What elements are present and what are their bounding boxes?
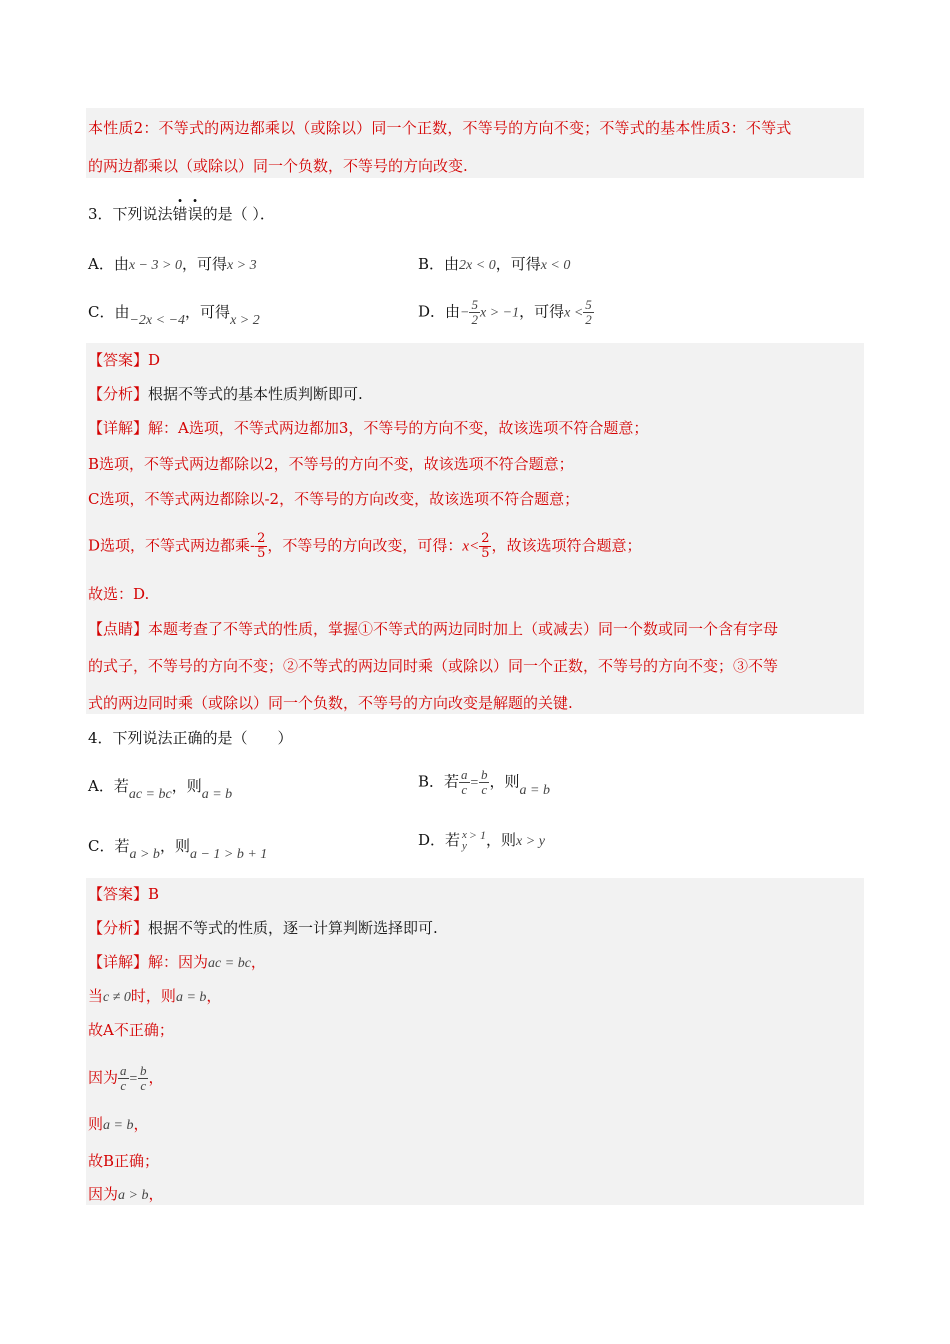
math-expr: x > 2 [230,313,260,328]
q3-comment-2: 的式子，不等号的方向不变；②不等式的两边同时乘（或除以）同一个正数，不等号的方向不变；③不等 [88,657,779,675]
q3-comment-1: 【点睛】本题考查了不等式的性质，掌握①不等式的两边同时加上（或减去）同一个数或同一个含有字母 [88,620,779,638]
fraction: $\frac{2}{5}$ [257,531,266,561]
property-text-line1: 本性质2：不等式的两边都乘以（或除以）同一个正数，不等号的方向不变；不等式的基本性质3：不等式 [88,119,792,137]
q3-detail-3: C选项，不等式两边都除以-2，不等号的方向改变，故该选项不符合题意； [88,490,580,508]
q4-detail-7: 因为a > b， [88,1185,164,1203]
q3-stem: 3．下列说法错误的是（ ）． [88,205,275,223]
math-expr: a = b [201,787,233,802]
q4-detail-3: 故A不正确； [88,1021,174,1039]
math-expr: −2x < −4 [129,313,186,328]
emphasis-char: 错 [172,205,188,223]
q3-answer: 【答案】D [88,351,161,369]
math-expr: x − 3 > 0 [128,258,182,273]
math-expr: a > b [129,847,160,862]
math-expr: x > −1 [479,305,520,321]
fraction: x y [462,829,467,852]
fraction: $\frac{b}{c}$ [480,767,488,797]
math-expr: x < [564,305,584,321]
q3-detail-4: D选项，不等式两边都乘- $\frac{2}{5}$ ，不等号的方向改变，可得：x< $\frac{2}{5}$ ，故该选项符合题意； [88,531,642,561]
fraction: $\frac{5}{2}$ [471,297,478,327]
q4-detail-2: 当c ≠ 0时，则a = b， [88,987,222,1005]
q3-option-c: C．由−2x < −4，可得x > 2 [88,303,260,328]
q4-detail-6: 故B正确； [88,1152,160,1170]
fraction: $\frac{2}{5}$ [481,531,490,561]
math-expr: a − 1 > b + 1 [189,847,268,862]
q3-option-d: D．由− $\frac{5}{2}$ x > −1，可得x < $\frac{5}{2}$ [418,297,592,327]
q3-analysis: 【分析】根据不等式的基本性质判断即可. [88,385,363,403]
math-expr: ac = bc [128,787,172,802]
q3-comment-3: 式的两边同时乘（或除以）同一个负数，不等号的方向改变是解题的关键. [88,694,573,712]
fraction: $\frac{5}{2}$ [585,297,592,327]
q4-stem: 4．下列说法正确的是（ ） [88,729,293,747]
q4-analysis: 【分析】根据不等式的性质，逐一计算判断选择即可. [88,919,438,937]
q4-detail-4: 因为 $\frac{a}{c}$ = $\frac{b}{c}$ ， [88,1063,164,1093]
q4-option-d: D．若 x y $^{> 1}$，则x > y [418,828,545,852]
fraction: $\frac{a}{c}$ [461,767,468,797]
q3-option-b: B．由2x < 0，可得x < 0 [418,255,571,273]
fraction: $\frac{b}{c}$ [139,1063,147,1093]
q3-detail-2: B选项，不等式两边都除以2，不等号的方向不变，故该选项不符合题意； [88,455,574,473]
q3-option-a: A．由x − 3 > 0，可得x > 3 [88,255,257,273]
q4-option-c: C．若a > b，则a − 1 > b + 1 [88,837,268,862]
emphasis-char: 误 [187,205,203,223]
math-expr: x > 3 [226,258,257,273]
q4-option-b: B．若 $\frac{a}{c}$ = $\frac{b}{c}$ ，则a = b [418,767,550,798]
q3-detail-1: 【详解】解：A选项，不等式两边都加3，不等号的方向不变，故该选项不符合题意； [88,419,649,437]
property-text-line2: 的两边都乘以（或除以）同一个负数，不等号的方向改变. [88,157,468,175]
math-expr: x < 0 [540,258,571,273]
fraction: $\frac{a}{c}$ [120,1063,127,1093]
q4-detail-5: 则a = b， [88,1115,149,1133]
q4-answer: 【答案】B [88,885,160,903]
q4-detail-1: 【详解】解：因为ac = bc， [88,953,266,971]
math-expr: 2x < 0 [459,258,496,273]
math-expr: x > y [516,834,545,849]
q4-option-a: A．若ac = bc，则a = b [88,777,233,802]
q3-choose: 故选：D. [88,585,150,603]
math-expr: a = b [519,782,550,798]
